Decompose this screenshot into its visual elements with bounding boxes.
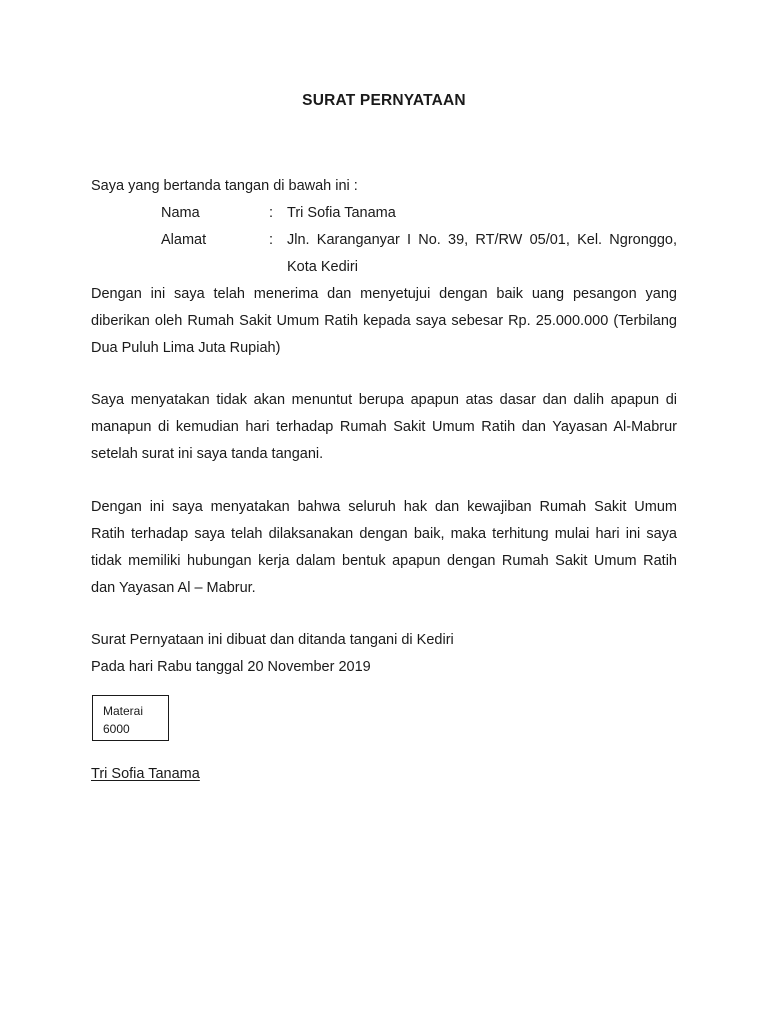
stamp-label: Materai bbox=[103, 704, 144, 718]
document-title: SURAT PERNYATAAN bbox=[302, 92, 466, 109]
paragraph2-line3: setelah surat ini saya tanda tangani. bbox=[91, 446, 324, 462]
paragraph3-line2: Ratih terhadap saya telah dilaksanakan dengan baik, maka terhitung mulai hari ini saya bbox=[91, 526, 677, 542]
paragraph3-line1: Dengan ini saya menyatakan bahwa seluruh hak dan kewajiban Rumah Sakit Umum bbox=[91, 499, 677, 515]
name-value: Tri Sofia Tanama bbox=[287, 205, 396, 221]
paragraph1-line1: Dengan ini saya telah menerima dan menyetujui dengan baik uang pesangon yang bbox=[91, 286, 677, 302]
document-page bbox=[91, 0, 677, 1024]
materai-stamp-box bbox=[92, 695, 169, 741]
name-colon: : bbox=[269, 205, 274, 221]
paragraph1-line2: diberikan oleh Rumah Sakit Umum Ratih kepada saya sebesar Rp. 25.000.000 (Terbilang bbox=[91, 313, 677, 329]
name-label: Nama bbox=[161, 205, 200, 221]
address-value-line2: Kota Kediri bbox=[287, 259, 358, 275]
address-colon: : bbox=[269, 232, 274, 248]
address-label: Alamat bbox=[161, 232, 207, 248]
signer-name: Tri Sofia Tanama bbox=[91, 766, 200, 782]
stamp-value: 6000 bbox=[103, 722, 130, 736]
closing-line2: Pada hari Rabu tanggal 20 November 2019 bbox=[91, 659, 371, 675]
address-value-line1: Jln. Karanganyar I No. 39, RT/RW 05/01, Kel. Ngronggo, bbox=[287, 232, 677, 248]
paragraph2-line1: Saya menyatakan tidak akan menuntut berupa apapun atas dasar dan dalih apapun di bbox=[91, 392, 677, 408]
paragraph3-line4: dan Yayasan Al – Mabrur. bbox=[91, 580, 256, 596]
intro-text: Saya yang bertanda tangan di bawah ini : bbox=[91, 178, 358, 194]
closing-line1: Surat Pernyataan ini dibuat dan ditanda tangani di Kediri bbox=[91, 632, 454, 648]
paragraph1-line3: Dua Puluh Lima Juta Rupiah) bbox=[91, 340, 281, 356]
paragraph2-line2: manapun di kemudian hari terhadap Rumah Sakit Umum Ratih dan Yayasan Al-Mabrur bbox=[91, 419, 677, 435]
paragraph3-line3: tidak memiliki hubungan kerja dalam bentuk apapun dengan Rumah Sakit Umum Ratih bbox=[91, 553, 677, 569]
